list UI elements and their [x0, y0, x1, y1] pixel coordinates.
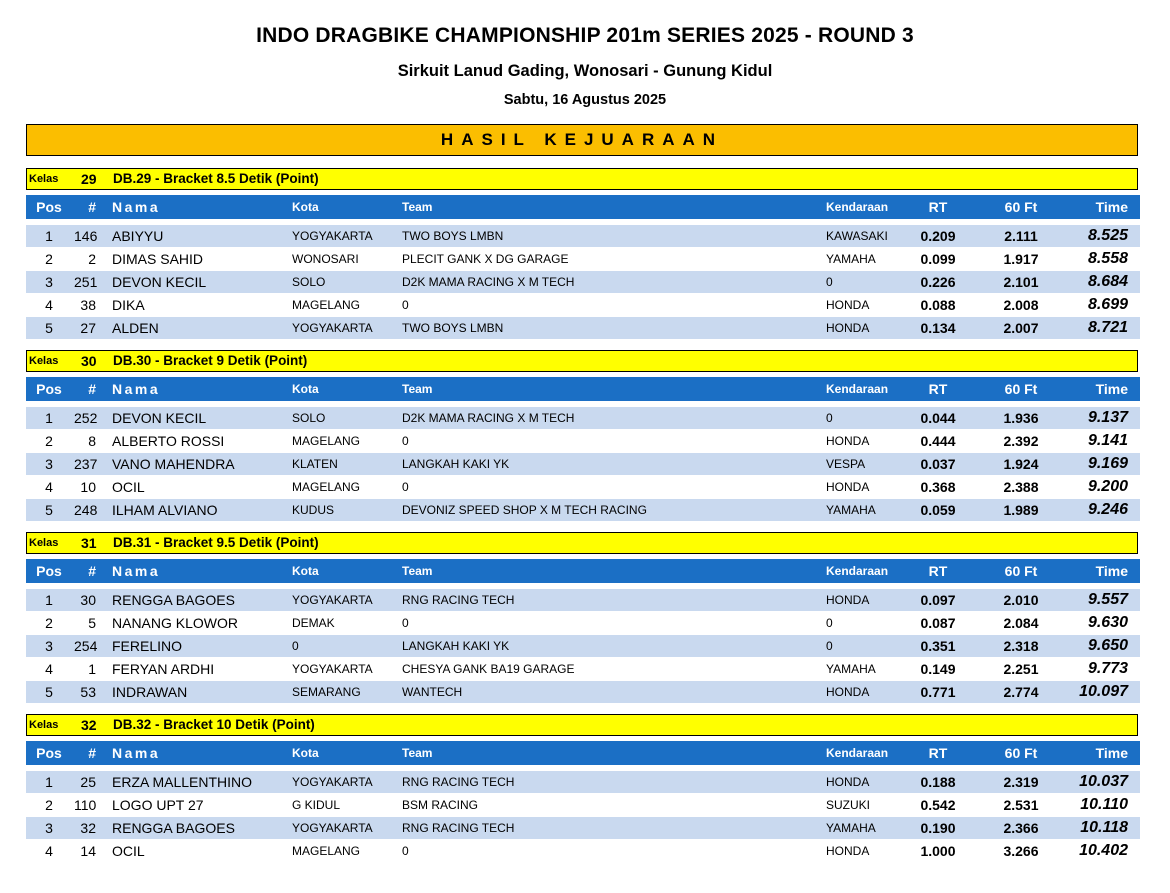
- cell-name: INDRAWAN: [112, 684, 188, 700]
- cell-name: OCIL: [112, 843, 145, 859]
- col-team-header: Team: [402, 564, 433, 578]
- cell-pos: 4: [45, 843, 53, 859]
- cell-name: RENGGA BAGOES: [112, 820, 235, 836]
- cell-team: 0: [402, 298, 409, 312]
- class-number: 29: [81, 171, 97, 187]
- col-name-header: Nama: [112, 381, 161, 397]
- cell-number: 32: [80, 820, 96, 836]
- cell-number: 53: [80, 684, 96, 700]
- col-60ft-header: 60 Ft: [1004, 381, 1038, 397]
- cell-city: MAGELANG: [292, 844, 361, 858]
- cell-rt: 0.149: [920, 661, 956, 677]
- cell-team: CHESYA GANK BA19 GARAGE: [402, 662, 575, 676]
- class-title-bar: [26, 350, 1138, 372]
- class-number: 32: [81, 717, 97, 733]
- cell-name: RENGGA BAGOES: [112, 592, 235, 608]
- cell-team: 0: [402, 480, 409, 494]
- cell-time: 8.558: [1087, 250, 1128, 267]
- cell-team: D2K MAMA RACING X M TECH: [402, 411, 575, 425]
- table-row: [26, 407, 1140, 429]
- cell-vehicle: KAWASAKI: [826, 229, 888, 243]
- cell-city: MAGELANG: [292, 298, 361, 312]
- class-label: Kelas: [29, 173, 59, 185]
- col-team-header: Team: [402, 746, 433, 760]
- cell-name: ABIYYU: [112, 228, 164, 244]
- table-row: [26, 794, 1140, 816]
- col-time-header: Time: [1095, 563, 1128, 579]
- cell-number: 237: [74, 456, 98, 472]
- col-vehicle-header: Kendaraan: [826, 564, 889, 578]
- cell-rt: 0.088: [920, 297, 956, 313]
- column-header-row: [26, 195, 1140, 219]
- cell-team: LANGKAH KAKI YK: [402, 457, 510, 471]
- cell-pos: 2: [45, 251, 53, 267]
- cell-name: DIKA: [112, 297, 145, 313]
- cell-name: ERZA MALLENTHINO: [112, 774, 253, 790]
- table-row: [26, 681, 1140, 703]
- cell-pos: 1: [45, 228, 53, 244]
- cell-60ft: 2.251: [1003, 661, 1039, 677]
- cell-city: KLATEN: [292, 457, 338, 471]
- cell-city: WONOSARI: [292, 252, 359, 266]
- class-number: 31: [81, 535, 97, 551]
- cell-time: 9.773: [1087, 660, 1128, 677]
- col-pos-header: Pos: [36, 745, 62, 761]
- table-row: [26, 225, 1140, 247]
- cell-pos: 5: [45, 320, 53, 336]
- cell-vehicle: HONDA: [826, 434, 870, 448]
- cell-city: YOGYAKARTA: [292, 321, 373, 335]
- cell-city: SEMARANG: [292, 685, 361, 699]
- col-city-header: Kota: [292, 746, 319, 760]
- cell-number: 14: [80, 843, 96, 859]
- cell-city: YOGYAKARTA: [292, 593, 373, 607]
- event-date: Sabtu, 16 Agustus 2025: [503, 92, 667, 108]
- cell-pos: 3: [45, 456, 53, 472]
- cell-city: MAGELANG: [292, 480, 361, 494]
- cell-rt: 0.226: [920, 274, 956, 290]
- cell-team: 0: [402, 844, 409, 858]
- col-rt-header: RT: [928, 381, 948, 397]
- cell-team: LANGKAH KAKI YK: [402, 639, 510, 653]
- cell-vehicle: HONDA: [826, 480, 870, 494]
- cell-pos: 2: [45, 433, 53, 449]
- cell-vehicle: HONDA: [826, 593, 870, 607]
- cell-number: 8: [88, 433, 96, 449]
- cell-team: PLECIT GANK X DG GARAGE: [402, 252, 569, 266]
- cell-rt: 0.542: [920, 797, 956, 813]
- cell-number: 1: [88, 661, 96, 677]
- cell-number: 10: [80, 479, 96, 495]
- table-row: [26, 589, 1140, 611]
- cell-pos: 3: [45, 274, 53, 290]
- cell-number: 38: [80, 297, 96, 313]
- table-row: [26, 248, 1140, 270]
- cell-time: 9.169: [1087, 455, 1128, 472]
- class-label: Kelas: [29, 537, 59, 549]
- cell-city: MAGELANG: [292, 434, 361, 448]
- cell-city: 0: [292, 639, 299, 653]
- cell-pos: 2: [45, 615, 53, 631]
- col-time-header: Time: [1095, 199, 1128, 215]
- cell-number: 146: [74, 228, 98, 244]
- cell-pos: 5: [45, 502, 53, 518]
- cell-time: 9.557: [1087, 591, 1128, 608]
- table-row: [26, 771, 1140, 793]
- cell-team: BSM RACING: [402, 798, 479, 812]
- cell-time: 10.097: [1079, 683, 1128, 700]
- table-row: [26, 476, 1140, 498]
- cell-time: 8.684: [1087, 273, 1128, 290]
- cell-number: 27: [80, 320, 96, 336]
- cell-pos: 3: [45, 638, 53, 654]
- cell-rt: 0.188: [920, 774, 956, 790]
- col-vehicle-header: Kendaraan: [826, 200, 889, 214]
- class-name: DB.30 - Bracket 9 Detik (Point): [113, 353, 308, 368]
- cell-vehicle: 0: [826, 275, 833, 289]
- col-name-header: Nama: [112, 199, 161, 215]
- cell-vehicle: HONDA: [826, 321, 870, 335]
- cell-rt: 0.059: [920, 502, 956, 518]
- cell-team: RNG RACING TECH: [402, 775, 515, 789]
- cell-rt: 0.771: [920, 684, 956, 700]
- class-name: DB.31 - Bracket 9.5 Detik (Point): [113, 535, 319, 550]
- col-rt-header: RT: [928, 563, 948, 579]
- class-number: 30: [81, 353, 97, 369]
- cell-vehicle: SUZUKI: [826, 798, 871, 812]
- cell-team: RNG RACING TECH: [402, 593, 515, 607]
- col-time-header: Time: [1095, 381, 1128, 397]
- class-label: Kelas: [29, 355, 59, 367]
- table-row: [26, 840, 1140, 862]
- cell-60ft: 3.266: [1003, 843, 1039, 859]
- cell-vehicle: YAMAHA: [826, 821, 876, 835]
- cell-60ft: 1.924: [1003, 456, 1039, 472]
- cell-team: WANTECH: [402, 685, 463, 699]
- cell-vehicle: HONDA: [826, 685, 870, 699]
- cell-rt: 0.037: [920, 456, 956, 472]
- col-team-header: Team: [402, 200, 433, 214]
- cell-city: YOGYAKARTA: [292, 662, 373, 676]
- cell-rt: 0.209: [920, 228, 956, 244]
- cell-time: 10.110: [1080, 796, 1128, 813]
- class-name: DB.32 - Bracket 10 Detik (Point): [113, 717, 315, 732]
- cell-60ft: 1.917: [1003, 251, 1039, 267]
- col-time-header: Time: [1095, 745, 1128, 761]
- cell-number: 25: [80, 774, 96, 790]
- table-row: [26, 817, 1140, 839]
- cell-60ft: 2.774: [1003, 684, 1039, 700]
- cell-name: DEVON KECIL: [112, 410, 207, 426]
- cell-team: TWO BOYS LMBN: [402, 321, 504, 335]
- cell-team: 0: [402, 616, 409, 630]
- table-row: [26, 317, 1140, 339]
- cell-rt: 0.044: [920, 410, 956, 426]
- cell-vehicle: HONDA: [826, 844, 870, 858]
- col-pos-header: Pos: [36, 381, 62, 397]
- cell-pos: 1: [45, 774, 53, 790]
- cell-number: 251: [74, 274, 98, 290]
- venue-subtitle: Sirkuit Lanud Gading, Wonosari - Gunung Kidul: [397, 62, 773, 80]
- cell-60ft: 2.101: [1003, 274, 1039, 290]
- cell-name: VANO MAHENDRA: [112, 456, 235, 472]
- cell-vehicle: HONDA: [826, 298, 870, 312]
- cell-number: 254: [74, 638, 98, 654]
- class-title-bar: [26, 532, 1138, 554]
- cell-60ft: 2.366: [1003, 820, 1039, 836]
- cell-vehicle: YAMAHA: [826, 662, 876, 676]
- cell-60ft: 2.084: [1003, 615, 1039, 631]
- cell-rt: 0.444: [920, 433, 956, 449]
- col-60ft-header: 60 Ft: [1004, 199, 1038, 215]
- class-name: DB.29 - Bracket 8.5 Detik (Point): [113, 171, 319, 186]
- cell-team: RNG RACING TECH: [402, 821, 515, 835]
- column-header-row: [26, 377, 1140, 401]
- cell-60ft: 2.111: [1004, 228, 1038, 244]
- class-label: Kelas: [29, 719, 59, 731]
- cell-name: FERYAN ARDHI: [112, 661, 215, 677]
- cell-60ft: 2.007: [1003, 320, 1039, 336]
- col-rt-header: RT: [928, 745, 948, 761]
- cell-rt: 0.099: [920, 251, 956, 267]
- cell-vehicle: YAMAHA: [826, 252, 876, 266]
- cell-time: 8.699: [1087, 296, 1128, 313]
- cell-rt: 0.097: [920, 592, 956, 608]
- cell-60ft: 2.531: [1003, 797, 1039, 813]
- cell-time: 9.200: [1087, 478, 1128, 495]
- table-row: [26, 658, 1140, 680]
- cell-time: 10.402: [1079, 842, 1128, 859]
- cell-pos: 4: [45, 479, 53, 495]
- cell-time: 10.037: [1079, 773, 1128, 790]
- cell-name: DEVON KECIL: [112, 274, 207, 290]
- cell-name: FERELINO: [112, 638, 183, 654]
- page-title: INDO DRAGBIKE CHAMPIONSHIP 201m SERIES 2025 - ROUND 3: [256, 24, 914, 47]
- cell-rt: 0.134: [920, 320, 956, 336]
- cell-rt: 0.351: [920, 638, 956, 654]
- cell-name: LOGO UPT 27: [112, 797, 204, 813]
- col-number-header: #: [88, 199, 96, 215]
- cell-vehicle: 0: [826, 411, 833, 425]
- cell-number: 2: [88, 251, 96, 267]
- cell-60ft: 2.388: [1003, 479, 1039, 495]
- cell-vehicle: HONDA: [826, 775, 870, 789]
- table-row: [26, 612, 1140, 634]
- cell-number: 30: [80, 592, 96, 608]
- cell-pos: 1: [45, 410, 53, 426]
- cell-60ft: 2.008: [1003, 297, 1039, 313]
- col-name-header: Nama: [112, 745, 161, 761]
- cell-time: 9.137: [1087, 409, 1128, 426]
- col-60ft-header: 60 Ft: [1004, 745, 1038, 761]
- table-row: [26, 430, 1140, 452]
- cell-pos: 2: [45, 797, 53, 813]
- cell-city: YOGYAKARTA: [292, 775, 373, 789]
- cell-rt: 0.190: [920, 820, 956, 836]
- cell-60ft: 1.989: [1003, 502, 1039, 518]
- cell-name: NANANG KLOWOR: [112, 615, 239, 631]
- cell-pos: 4: [45, 661, 53, 677]
- cell-city: KUDUS: [292, 503, 335, 517]
- table-row: [26, 635, 1140, 657]
- cell-60ft: 2.392: [1003, 433, 1039, 449]
- cell-name: ALDEN: [112, 320, 159, 336]
- column-header-row: [26, 741, 1140, 765]
- col-number-header: #: [88, 381, 96, 397]
- cell-number: 110: [74, 797, 97, 813]
- col-city-header: Kota: [292, 564, 319, 578]
- table-row: [26, 453, 1140, 475]
- cell-name: ALBERTO ROSSI: [112, 433, 225, 449]
- cell-team: TWO BOYS LMBN: [402, 229, 504, 243]
- cell-60ft: 2.010: [1003, 592, 1039, 608]
- cell-pos: 5: [45, 684, 53, 700]
- col-rt-header: RT: [928, 199, 948, 215]
- cell-number: 5: [88, 615, 96, 631]
- cell-60ft: 2.319: [1003, 774, 1039, 790]
- cell-team: D2K MAMA RACING X M TECH: [402, 275, 575, 289]
- cell-time: 8.721: [1087, 319, 1128, 336]
- cell-time: 9.630: [1087, 614, 1128, 631]
- cell-60ft: 1.936: [1003, 410, 1039, 426]
- cell-time: 9.650: [1087, 637, 1128, 654]
- table-row: [26, 499, 1140, 521]
- col-pos-header: Pos: [36, 563, 62, 579]
- cell-pos: 3: [45, 820, 53, 836]
- cell-rt: 1.000: [920, 843, 956, 859]
- cell-city: SOLO: [292, 275, 326, 289]
- cell-city: YOGYAKARTA: [292, 821, 373, 835]
- cell-name: OCIL: [112, 479, 145, 495]
- cell-city: SOLO: [292, 411, 326, 425]
- col-vehicle-header: Kendaraan: [826, 382, 889, 396]
- cell-60ft: 2.318: [1003, 638, 1039, 654]
- cell-name: ILHAM ALVIANO: [112, 502, 218, 518]
- class-title-bar: [26, 168, 1138, 190]
- cell-pos: 1: [45, 592, 53, 608]
- cell-city: G KIDUL: [292, 798, 341, 812]
- cell-city: DEMAK: [292, 616, 335, 630]
- col-vehicle-header: Kendaraan: [826, 746, 889, 760]
- cell-rt: 0.368: [920, 479, 956, 495]
- col-city-header: Kota: [292, 200, 319, 214]
- col-city-header: Kota: [292, 382, 319, 396]
- cell-name: DIMAS SAHID: [112, 251, 204, 267]
- cell-pos: 4: [45, 297, 53, 313]
- cell-vehicle: 0: [826, 616, 833, 630]
- cell-team: DEVONIZ SPEED SHOP X M TECH RACING: [402, 503, 647, 517]
- cell-rt: 0.087: [920, 615, 956, 631]
- col-60ft-header: 60 Ft: [1004, 563, 1038, 579]
- table-row: [26, 294, 1140, 316]
- cell-vehicle: VESPA: [826, 457, 866, 471]
- column-header-row: [26, 559, 1140, 583]
- cell-number: 252: [74, 410, 98, 426]
- cell-city: YOGYAKARTA: [292, 229, 373, 243]
- table-row: [26, 271, 1140, 293]
- cell-vehicle: 0: [826, 639, 833, 653]
- cell-time: 9.141: [1087, 432, 1128, 449]
- col-name-header: Nama: [112, 563, 161, 579]
- cell-time: 8.525: [1087, 227, 1128, 244]
- col-pos-header: Pos: [36, 199, 62, 215]
- cell-number: 248: [74, 502, 98, 518]
- col-team-header: Team: [402, 382, 433, 396]
- cell-vehicle: YAMAHA: [826, 503, 876, 517]
- col-number-header: #: [88, 563, 96, 579]
- results-banner: HASIL KEJUARAAN: [26, 124, 1138, 156]
- cell-team: 0: [402, 434, 409, 448]
- cell-time: 10.118: [1080, 819, 1128, 836]
- col-number-header: #: [88, 745, 96, 761]
- cell-time: 9.246: [1087, 501, 1128, 518]
- class-title-bar: [26, 714, 1138, 736]
